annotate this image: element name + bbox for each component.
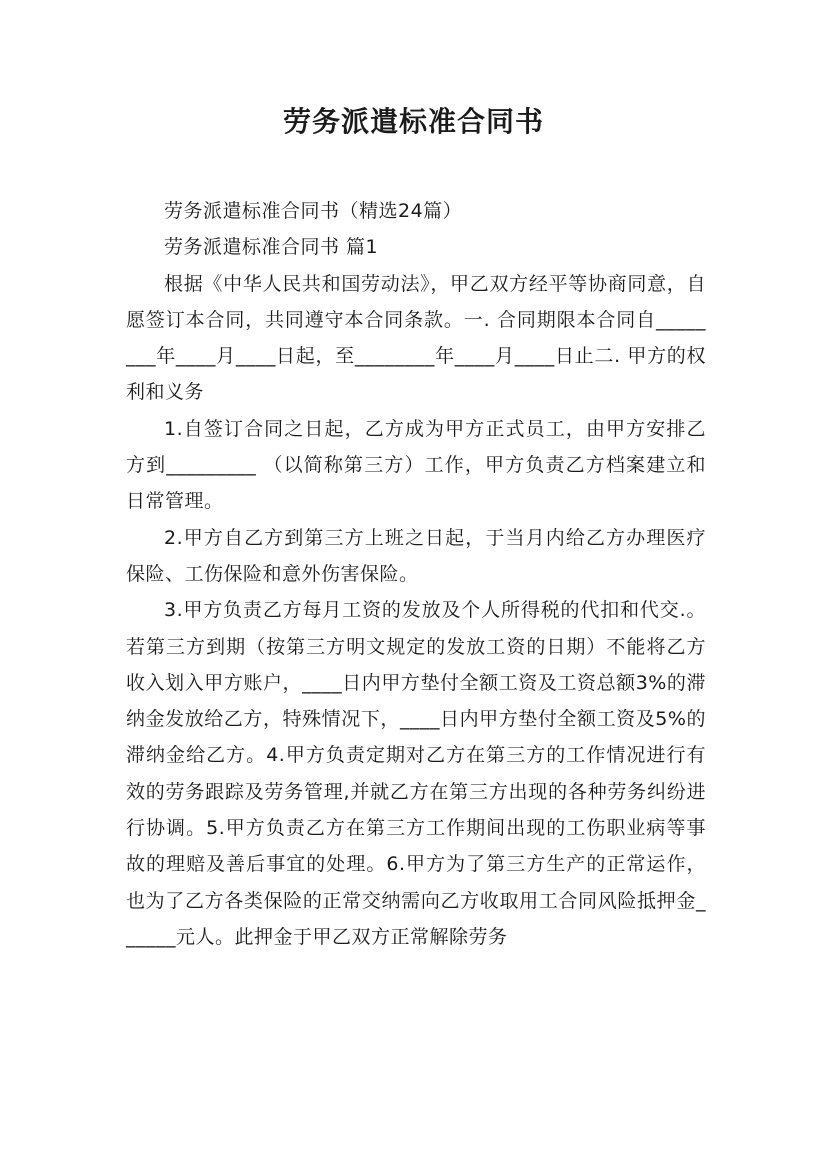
paragraph-clause-3: 3.甲方负责乙方每月工资的发放及个人所得税的代扣和代交.。若第三方到期（按第三方明文规定的发放工资的日期）不能将乙方收入划入甲方账户，____日内甲方垫付全额工资及工资总额3%的滞纳金发放给乙方，特殊情况下，____日内甲方垫付全额工资及5%的滞纳金给乙方。4.甲方负责定期对乙方在第三方的工作情况进行有效的劳务跟踪及劳务管理,并就乙方在第三方出现的各种劳务纠纷进行协调。5.甲方负责乙方在第三方工作期间出现的工伤职业病等事故的理赔及善后事宜的处理。6.甲方为了第三方生产的正常运作，也为了乙方各类保险的正常交纳需向乙方收取用工合同风险抵押金______元人。此押金于甲乙双方正常解除劳务 <box>126 599 706 948</box>
paragraph-intro: 根据《中华人民共和国劳动法》，甲乙双方经平等协商同意，自愿签订本合同，共同遵守本合同条款。一. 合同期限本合同自________年____月____日起，至________年____月____日止二. 甲方的权利和义务 <box>126 272 706 404</box>
paragraph-section-heading: 劳务派遣标准合同书 篇1 <box>164 236 379 259</box>
paragraph-clause-1: 1.自签订合同之日起，乙方成为甲方正式员工，由甲方安排乙方到_________ （以简称第三方）工作，甲方负责乙方档案建立和日常管理。 <box>126 417 706 513</box>
document-title: 劳务派遣标准合同书 <box>282 105 544 138</box>
document-body <box>126 193 706 955</box>
paragraph-clause-2: 2.甲方自乙方到第三方上班之日起，于当月内给乙方办理医疗保险、工伤保险和意外伤害保险。 <box>126 526 706 585</box>
paragraph-subtitle: 劳务派遣标准合同书（精选24篇） <box>164 200 463 222</box>
